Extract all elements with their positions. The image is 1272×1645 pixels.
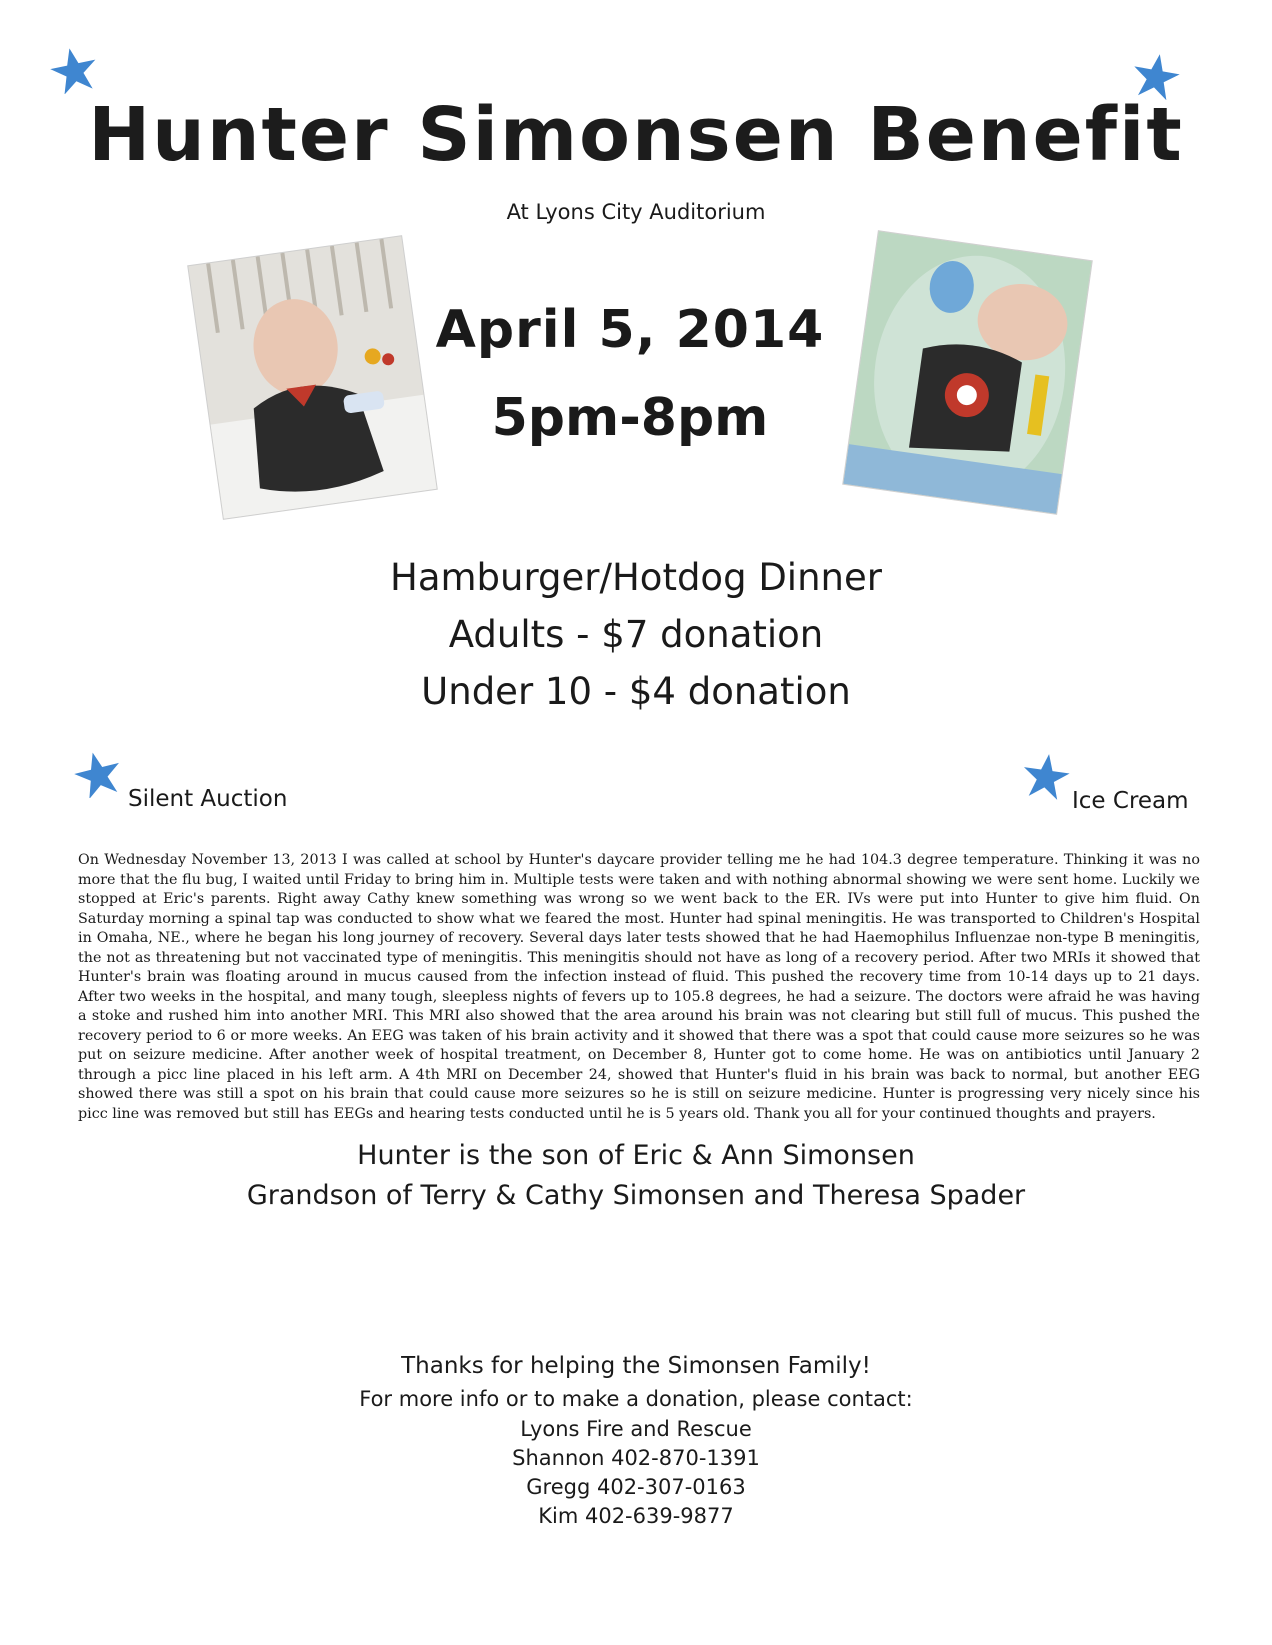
contact-intro: For more info or to make a donation, please contact:: [359, 1387, 913, 1411]
dinner-adult-price: Adults - $7 donation: [448, 613, 824, 656]
dinner-title: Hamburger/Hotdog Dinner: [390, 556, 882, 599]
family-grandparents: Grandson of Terry & Cathy Simonsen and Theresa Spader: [246, 1180, 1026, 1211]
baby-photo-bouncer: [843, 231, 1091, 513]
ice-cream-label: Ice Cream: [1072, 788, 1189, 814]
contact-organization: Lyons Fire and Rescue: [520, 1417, 752, 1441]
star-icon-silent-auction: [74, 750, 122, 798]
story-paragraph: On Wednesday November 13, 2013 I was called at school by Hunter's daycare provider telling me he had 104.3 degree temperature. Thinking it was no more that the flu bug, I waited until Friday to bring him in. Multiple tests were taken and with nothing abnormal showing we were sent home. Luckily we stopped at Eric's parents. Right away Cathy knew something was wrong so we went back to the ER. IVs were put into Hunter to give him fluid. On Saturday morning a spinal tap was conducted to show what we feared the most. Hunter had spinal meningitis. He was transported to Children's Hospital in Omaha, NE., where he began his long journey of recovery. Several days later tests showed that he had Haemophilus Influenzae non-type B meningitis, the not as threatening but not vaccinated type of meningitis. This meningitis should not have as long of a recovery period. After two MRIs it showed that Hunter's brain was floating around in mucus caused from the infection instead of fluid. This pushed the recovery time from 10-14 days up to 21 days. After two weeks in the hospital, and many tough, sleepless nights of fevers up to 105.8 degrees, he had a seizure. The doctors were afraid he was having a stoke and rushed him into another MRI. This MRI also showed that the area around his brain was not clearing but still full of mucus. This pushed the recovery period to 6 or more weeks. An EEG was taken of his brain activity and it showed that there was a spot that could cause more seizures so he was put on seizure medicine. After another week of hospital treatment, on December 8, Hunter got to come home. He was on antibiotics until January 2 through a picc line placed in his left arm. A 4th MRI on December 24, showed that Hunter's fluid in his brain was back to normal, but another EEG showed there was still a spot on his brain that could cause more seizures so he is still on seizure medicine. Hunter is progressing very nicely since his picc line was removed but still has EEGs and hearing tests conducted until he is 5 years old. Thank you all for your continued thoughts and prayers.: [78, 852, 1200, 1122]
page-title: Hunter Simonsen Benefit: [88, 92, 1184, 178]
star-icon-ice-cream: [1022, 752, 1070, 800]
contact-kim-phone: Kim 402-639-9877: [538, 1504, 734, 1528]
baby-photo-hospital: [188, 236, 436, 518]
dinner-kid-price: Under 10 - $4 donation: [421, 670, 851, 713]
contact-shannon-phone: Shannon 402-870-1391: [512, 1446, 760, 1470]
event-time: 5pm-8pm: [491, 388, 769, 448]
event-date: April 5, 2014: [435, 300, 825, 360]
venue-subtitle: At Lyons City Auditorium: [506, 200, 766, 224]
family-parents: Hunter is the son of Eric & Ann Simonsen: [357, 1140, 915, 1171]
thanks-message: Thanks for helping the Simonsen Family!: [401, 1353, 871, 1379]
contact-gregg-phone: Gregg 402-307-0163: [526, 1475, 746, 1499]
star-icon-top-left: [50, 46, 98, 94]
silent-auction-label: Silent Auction: [128, 786, 288, 812]
